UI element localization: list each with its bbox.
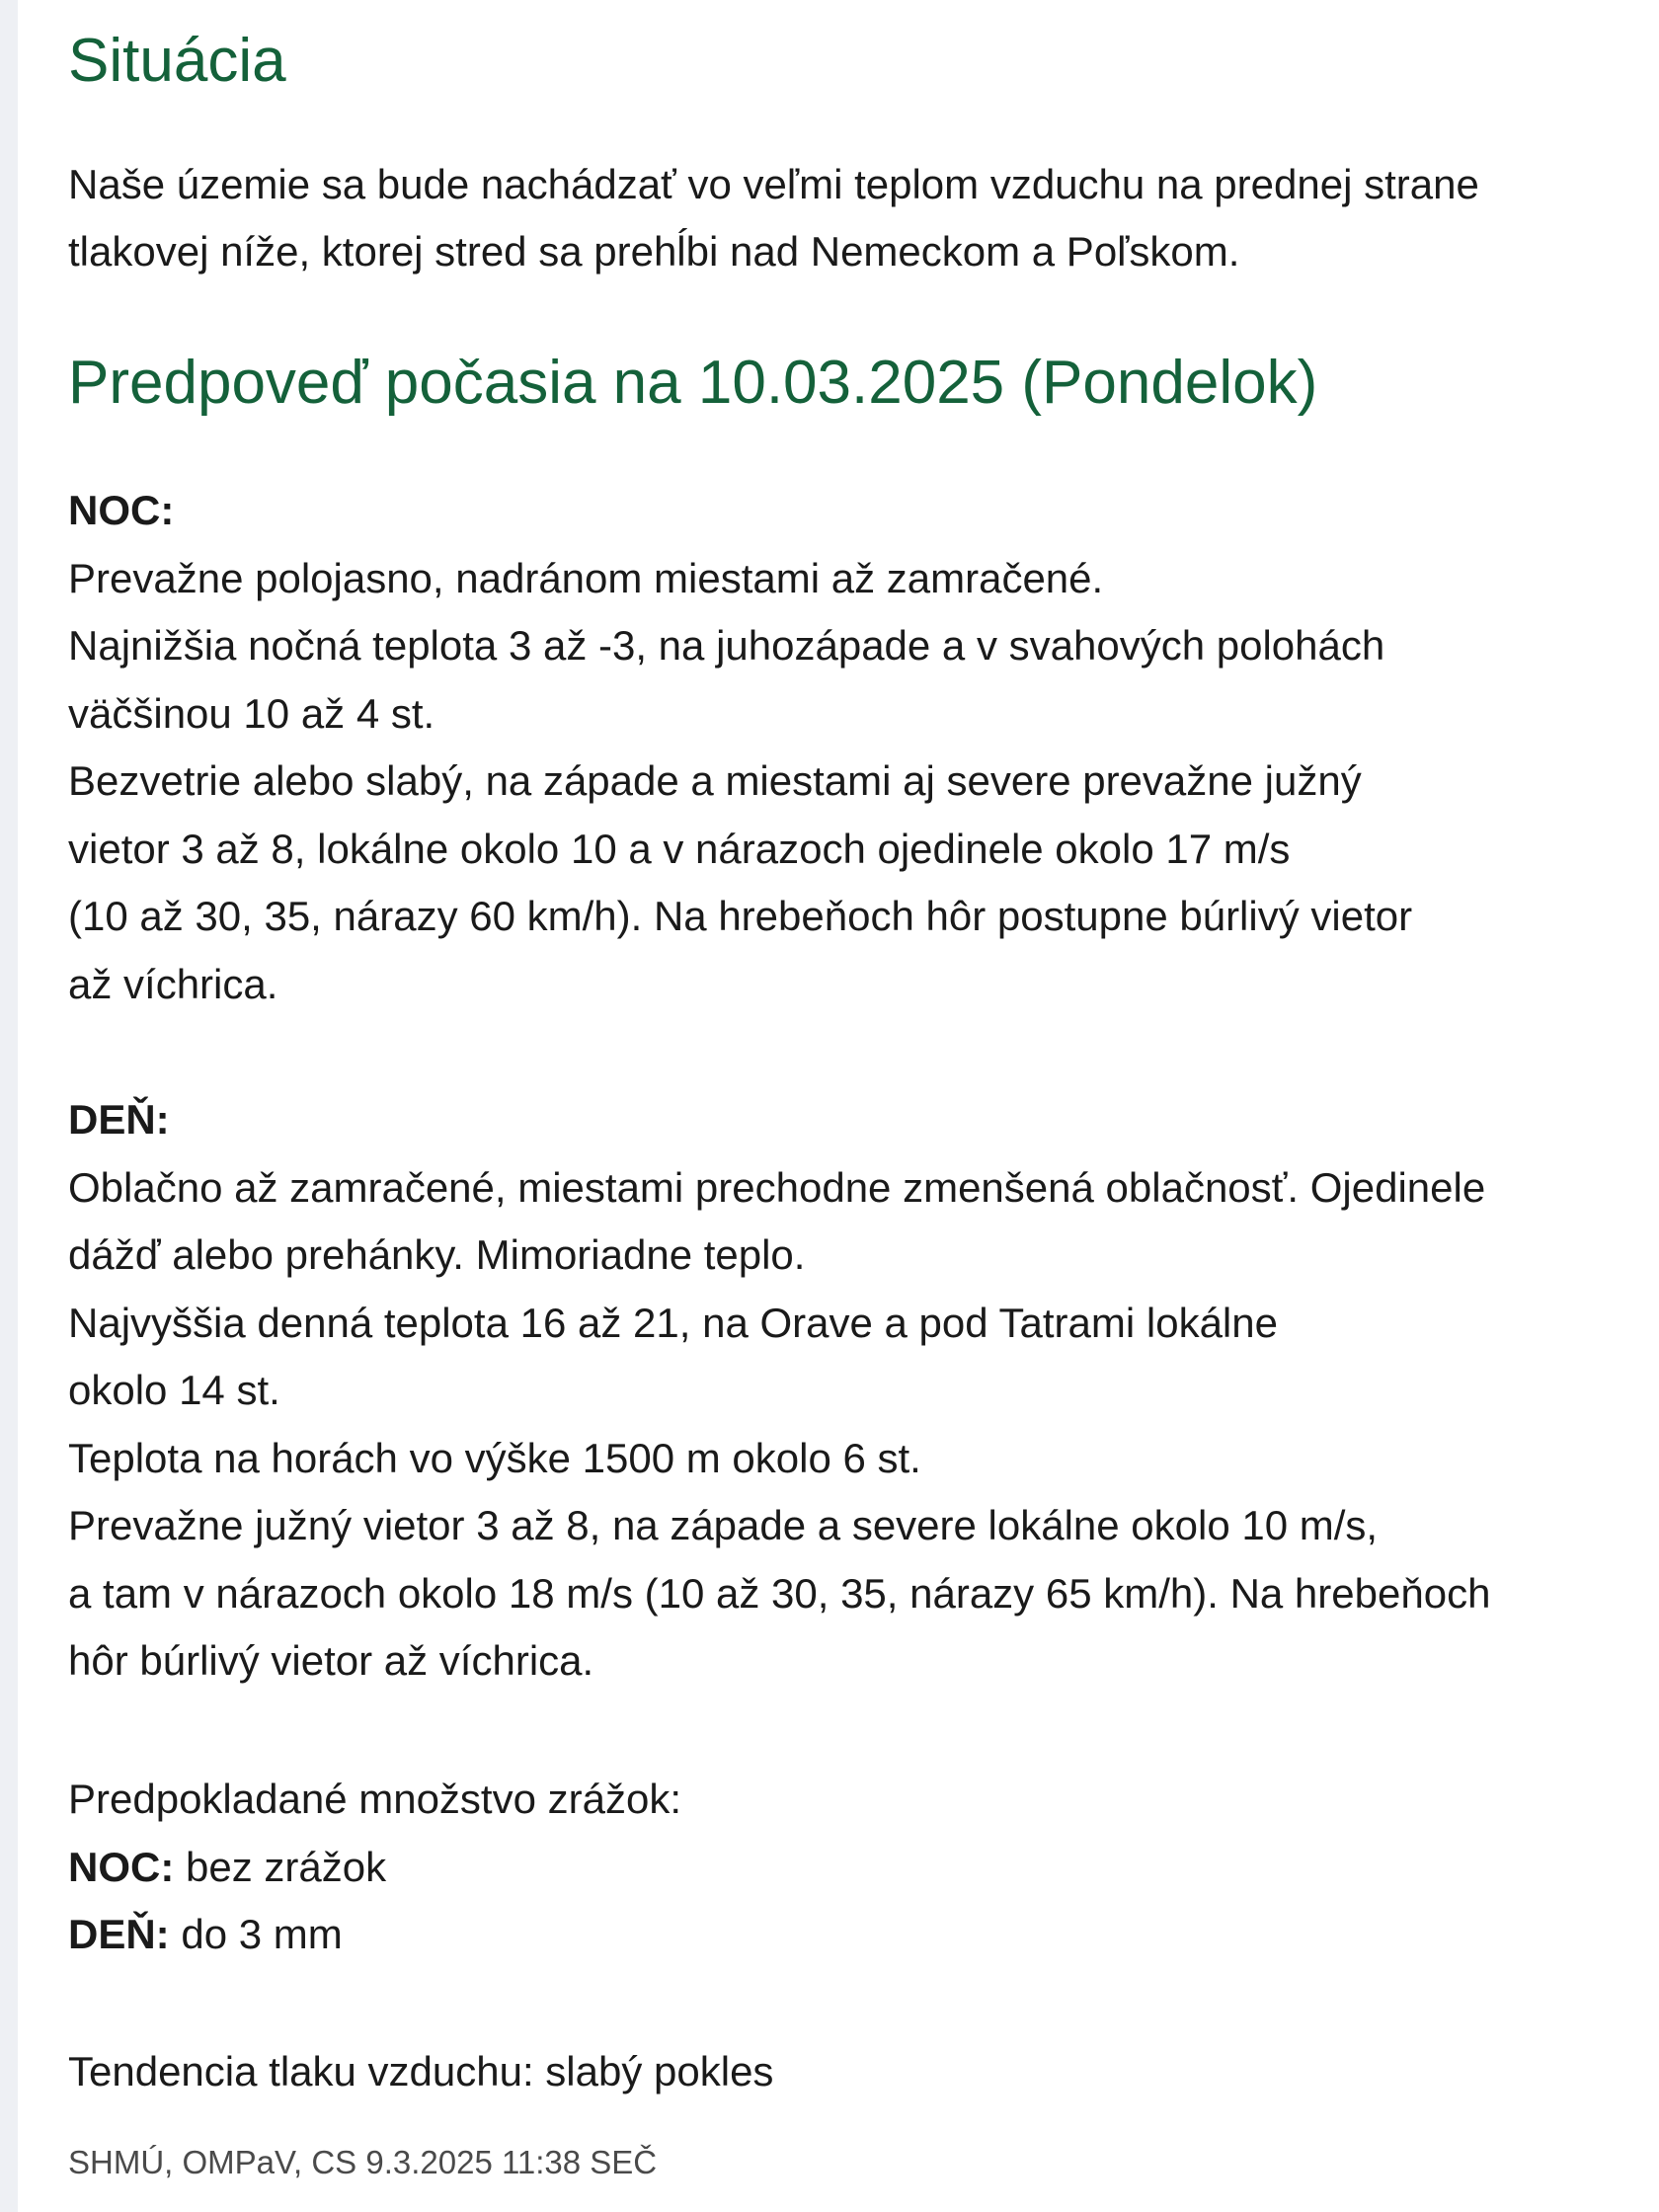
precipitation-day-label: DEŇ:: [68, 1911, 170, 1957]
situation-line: tlakovej níže, ktorej stred sa prehĺbi nad Nemeckom a Poľskom.: [68, 228, 1240, 275]
left-margin-strip: [0, 0, 18, 2212]
night-line: (10 až 30, 35, nárazy 60 km/h). Na hrebeňoch hôr postupne búrlivý vietor: [68, 893, 1413, 939]
day-line: Najvyššia denná teplota 16 až 21, na Orave a pod Tatrami lokálne: [68, 1299, 1278, 1346]
situation-heading: Situácia: [68, 27, 286, 95]
day-line: dážď alebo prehánky. Mimoriadne teplo.: [68, 1231, 806, 1278]
day-line: Oblačno až zamračené, miestami prechodne zmenšená oblačnosť. Ojedinele: [68, 1163, 1486, 1211]
pressure-tendency: Tendencia tlaku vzduchu: slabý pokles: [68, 2048, 774, 2094]
day-line: okolo 14 st.: [68, 1367, 280, 1413]
pressure-tendency-section: [68, 2038, 1648, 2106]
precipitation-night-label: NOC:: [68, 1843, 175, 1890]
precipitation-day: [68, 1901, 1648, 1969]
situation-line: Naše územie sa bude nachádzať vo veľmi teplom vzduchu na prednej strane: [68, 161, 1479, 207]
forecast-heading: Predpoveď počasia na 10.03.2025 (Pondelok): [68, 349, 1318, 417]
day-line: Prevažne južný vietor 3 až 8, na západe a severe lokálne okolo 10 m/s,: [68, 1502, 1379, 1548]
precipitation-night-value: bez zrážok: [174, 1843, 387, 1890]
day-line: Teplota na horách vo výške 1500 m okolo 6 st.: [68, 1434, 921, 1481]
day-line: a tam v nárazoch okolo 18 m/s (10 až 30, 35, nárazy 65 km/h). Na hrebeňoch: [68, 1569, 1491, 1617]
night-label: NOC:: [68, 487, 175, 533]
night-line: Bezvetrie alebo slabý, na západe a miestami aj severe prevažne južný: [68, 757, 1362, 804]
night-line: väčšinou 10 až 4 st.: [68, 689, 435, 737]
precipitation-night: [68, 1834, 1648, 1902]
day-line: hôr búrlivý vietor až víchrica.: [68, 1637, 594, 1684]
precipitation-section: [68, 1766, 1648, 1969]
precipitation-day-value: do 3 mm: [169, 1911, 343, 1957]
day-forecast-section: [68, 1086, 1648, 1696]
source-footer: SHMÚ, OMPaV, CS 9.3.2025 11:38 SEČ: [68, 2144, 658, 2180]
night-line: až víchrica.: [68, 960, 278, 1007]
night-forecast-section: [68, 477, 1648, 1018]
night-line: Najnižšia nočná teplota 3 až -3, na juhozápade a v svahových polohách: [68, 622, 1385, 669]
situation-paragraph: [68, 151, 1648, 285]
night-line: vietor 3 až 8, lokálne okolo 10 a v nárazoch ojedinele okolo 17 m/s: [68, 825, 1291, 872]
night-line: Prevažne polojasno, nadránom miestami až zamračené.: [68, 554, 1104, 601]
day-label: DEŇ:: [68, 1096, 170, 1143]
precipitation-heading: Predpokladané množstvo zrážok:: [68, 1776, 681, 1822]
